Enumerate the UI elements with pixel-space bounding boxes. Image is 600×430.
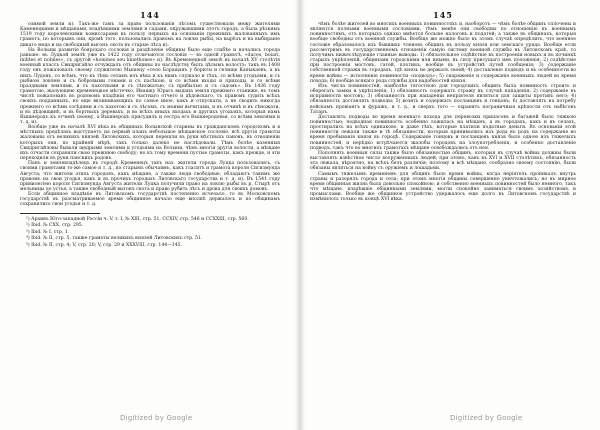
paragraph: Панъ и землевладѣлецъ въ городѣ Кременецъ такъ наз. жители города Луцка пользовались, съ своими грамотами то-же самое и т. д., по старымъ обычаямъ, какъ гласитъ и грамота короля Сигизмунда Августа; что жители этихъ городовъ, какъ мѣщане, а также люди свободные, обладаютъ такимъ же правомъ на свои угодья, какъ и въ прочихъ городахъ Литовскаго государства и т. д. и). Въ 1541 году привилегіею короля Сигизмунда Августа жители Луцка получили право на ловлю рыбы въ р. Стырѣ отъ мельницы до устья, а также свободный выгонъ скота и право рубить лѣсъ и дрова для своихъ домовъ.	[20, 161, 280, 192]
digitized-watermark: Digitized by Google	[120, 414, 193, 422]
page-number: 144	[140, 10, 160, 20]
page-number: 145	[433, 10, 453, 20]
right-page-body	[310, 22, 576, 202]
digitized-watermark: Digitized by Google	[450, 414, 523, 422]
footnote-divider	[20, 213, 100, 214]
paragraph: озимой земли и). Такъ-же тамъ за право пользованія лѣсомъ существовали межу жителями Каменецкими и мѣщанами, владѣвшими землями и садами, окружавшими этотъ городъ, а была рѣзкимъ 1519 году королевскими комиссарами въ пользу первыхъ на основаніи прежнихъ жалованныхъ имъ грамотъ, по которымъ они, кромѣ того, пользовались правомъ на ловлю рыбы, на вырѣзъ и на выбираніе дикаго меда и на свободный выгонъ скота въ старые лѣса и).	[20, 22, 280, 48]
footnote: ⁴) Ibid. № II, стр. 5, также грамоты великихъ князей Литовскихъ стр. 51.	[26, 236, 203, 242]
footnotes	[20, 217, 280, 250]
paragraph: На Волыни развитіе боярскаго сословія и раздѣленіе общины было еще слабѣе и начались города раньше: въ Луцкой землѣ уже въ 1422 году отличаются сословія — въ одной грамотѣ, «duces, boiari, milites et nobiles», съ другой «homines seu kmethones» и). Въ Кременецкой землѣ въ началѣ XV столѣтія военный классъ Свидригайло отчуждалъ отъ общины по наслѣдству былъ цѣлымъ волостъ: такъ въ 1408 году онъ пожаловалъ своему служителю Мышецу «село Боращанъ у бориты и селище Капыкаевъ, а въ нихъ Лудонъ, со всѣмъ, что къ тѣмъ селамъ изъ вѣка и къ нимъ слушало и тѣхъ, со всѣми угодьями, и съ рыбною ловлею и съ бобровыми гонами и съ пасѣкою, и со всѣми входы и приходы, и со всѣми праздными землями, и съ пахотными и съ сѣножатью, съ прибылью и съ садомъ». Въ 1436 году грамотою, жалующею кременецкое мѣстечко, Ивашку Юраго выдана земля прежнего станиже, въ томъ числѣ пожалованъ въ родовомъ владѣніи его частнаго отчего и дѣдовскаго, съ правомъ судить всѣхъ своихъ подданныхъ, но еще вклинивающихъ по самое иное, какъ и отпускати, а не сводить никогда прежнего со всѣми сосѣдями и съ пахотою и съ лѣсомъ, съ моими вычитами, и въ отчинѣ и въ сѣножати, и въ дѣдовщинѣ, и въ бортныхъ деревахъ, и во всѣхъ иныхъ входахъ и другихъ угодьяхъ, которыя намъ Вышнеродъ къ отчинѣ своему, а Вышнеродъ присудилъ и сестра его Вышнеродовая, со всѣми землями и т. д. и).	[20, 47, 280, 125]
left-page	[0, 0, 288, 430]
paragraph: Пополнять военныя силы также было обязанностью общинъ, которыя въ случаѣ войны должны были выставлять извѣстное число вооруженныхъ людей; при этомъ, какъ въ XVI и XVII столѣтіяхъ, обязанность эта лежала, вѣроятно, на всѣхъ безъ различія; поэтому и всѣ мѣщане, сообразно своему состоянію, были обязаны являться на войну съ оружіемъ и лошадьми.	[310, 150, 576, 172]
paragraph: Изъ числа повинностей, наиболѣе тягостною для городскихъ общинъ была повинность строить и оберегать замки и укрѣпленія; 1) обязанность содержать стражу въ случаѣ нападенія; 2) содержаніе въ исправности мостовъ; 3) обязанность при нападеніи непріятеля являться для защиты противъ него; 4) обязанность доставлять подводы; 5) возить и содержать посланцевъ и гонцовъ; 6) доставлять на потребу войскамъ провіантъ и фуражъ, и т. д., и сверхъ того — охранять пограничныя крѣпости отъ набѣговъ Татаръ.	[310, 83, 576, 115]
footnote: ³) Ibid. № I, стр. 1.	[26, 229, 70, 235]
right-page	[300, 0, 588, 430]
footnote: ⁵) Ibid. № II, стр. 4; V, стр. 20; V, стр. 29 и XXXVIII, стр. 144—145.	[26, 243, 182, 248]
left-page-body	[20, 22, 280, 208]
paragraph: Доставлять подводы во время военнаго похода для перевозки припасовъ и багажей было тяжкою повинностью; подводная повинность особенно ложилась на мѣщанъ, а въ городахъ, какъ и въ селахъ, простирались на всѣхъ одинаково, и даже тѣхъ, которые платили податные деньги. Въ основаніи этой повинности лежали также и тѣ обязанности, которыя принимались изъ рода въ родъ на содержаніе во время пребыванія князя въ городѣ. Содержаніе гонцовъ и посланцевъ князя было одною изъ тяжелыхъ повинностей, и нерѣдко встрѣчаются жалобы городовъ на злоупотребленія, и особенно доставленіе подводъ, такъ что во многихъ грамотахъ мѣщане освобождались отъ нея.	[310, 114, 576, 151]
paragraph: чѣмъ болѣе жителей во многихъ военныхъ повинностяхъ и, наоборотъ — чѣмъ болѣе общинъ сплочены и являются полными военными сословіями, тѣмъ менѣе они свободны по отношенію къ военнымъ повинностямъ, отъ которыхъ однако имѣется больше налоговъ и податей; а также въ общинахъ, которыя вообще свободны отъ военной службы. Вообще же можно было въ этомъ случаѣ опредѣлить, что военное сословіе образовалось изъ бывшихъ членовъ общинъ въ пользу князя или земскаго уряда. Вообще если рассмотримъ въ государственномъ отношеніи самую систему военной службы въ Литовскомъ краѣ, то получимъ нижеслѣдующіе главные выводы: 1) обязательное содѣйствіе въ построеніи новыхъ и въ починкѣ старыхъ укрѣпленій, общинами городскими или иными, въ силу присущаго имъ положенія; 2) содѣйствіе при построеніи мостовъ, гатей, плотинъ, вообще въ устройствѣ путей сообщенія; 3) содержаніе собственной стражи въ городахъ, гдѣ князь не держалъ своей; 4) доставленіе подводъ и въ особенности во время войны — исполненіе повинности «подводъ»; 5) снаряженіе и содержаніе военныхъ людей во время похода; 6) вообще всякаго рода службы для надобностей князя.	[310, 22, 576, 84]
footnote: ²) Ibid. № CXX, стр. 295.	[26, 223, 84, 229]
paragraph: Самымъ тяжелымъ временемъ для общинъ было время войны, когда неріятель проникалъ внутрь страны и разорялъ города и села; при этомъ многія общины совершенно уничтожались; но въ мирное время общинная жизнь была довольно спокойною, и собственно военныхъ повинностей было немного, такъ что мѣщане, владѣвшіе общинными землями, могли спокойно заниматься своимъ хозяйствомъ и промыслами. Вообще же общинное устройство удержалось еще долго въ Литовскомъ государствѣ и измѣнилось только въ концѣ XVI вѣка.	[310, 171, 576, 203]
paragraph: Вообще уже въ началѣ XVI вѣка въ общинахъ Волынской старины въ гражданскомъ городскомъ и в мѣстныхъ предѣлахъ выступаетъ на первый планъ небольшое мѣщанское сословіе, всѣ другія грамоты жалованы отъ великихъ князей Литовскихъ, которыя перешли въ руки мѣстныхъ пановъ, въ отношеніи которыхъ они, по крайней мѣрѣ, такъ только далеко не наслѣдовали. Тѣмъ болѣе казенныя Свидригайловы бывали щедрыми землями и угодьями на Волыни, чѣмъ многія другія волости, а мѣщане ихъ отчасти сохраняли свою прежнюю свободу; но къ тому времени пустые грамоты, какъ прежде, и эти переходили въ руки панскихъ родовъ.	[20, 125, 280, 162]
paragraph: Если общинное владѣніе въ Литовскомъ государствѣ постепенно исчезало, то въ Московскомъ государствѣ въ разсматриваемое время общинное начало еще вполнѣ держалось и по общинамъ сохранялись свои угодья и т. д.	[20, 192, 280, 208]
footnote: ¹) Архивъ Юго-западной Россіи ч. V, т. I, № XIII, стр. 51, CCXIV, стр. 546 и CCXXIII, стр. 560.	[26, 216, 249, 222]
